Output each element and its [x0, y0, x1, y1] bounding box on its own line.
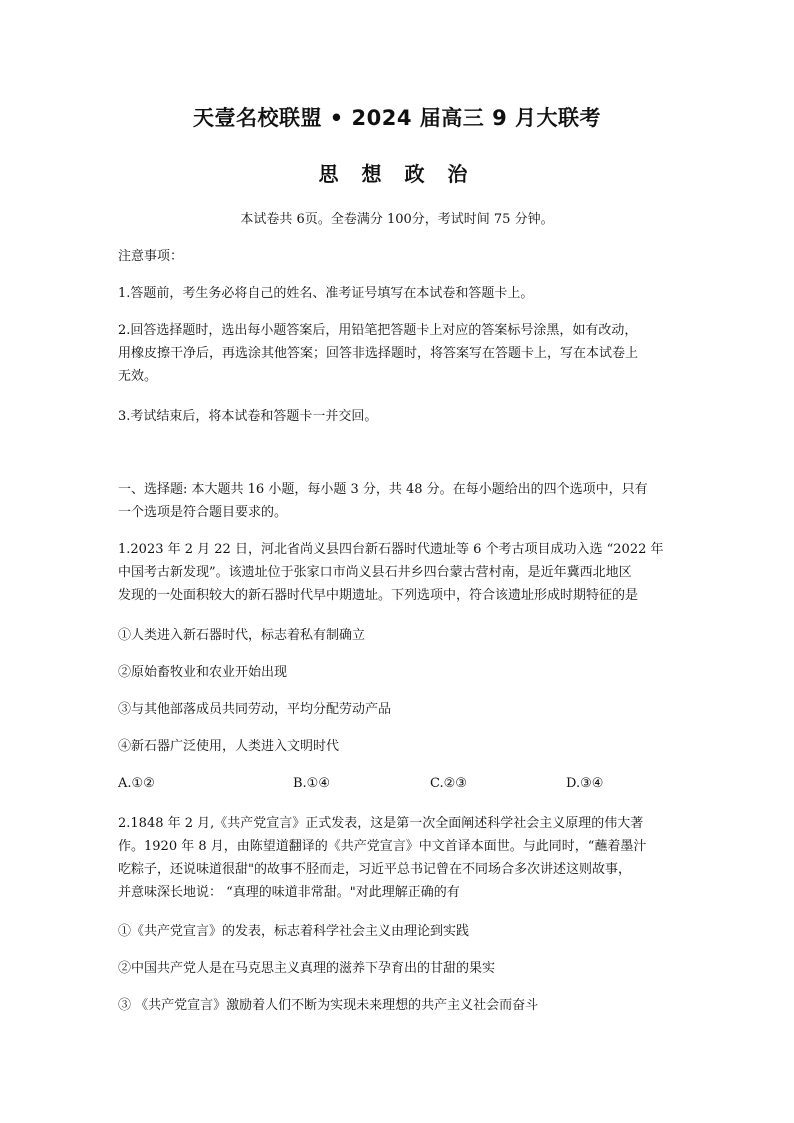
notice-item-2-line: 无效。: [118, 369, 158, 384]
question-stem-line: 1.2023 年 2 月 22 日，河北省尚义县四台新石器时代遗址等 6 个考古项目成功入选 “2022 年: [118, 542, 664, 557]
question-stem-line: 作。1920 年 8 月，由陈望道翻译的《共产党宣言》中文首译本面世。与此同时，“蘸着墨汁: [118, 839, 647, 854]
question-stem-line: 并意味深长地说： “真理的味道非常甜。"对此理解正确的有: [118, 885, 460, 900]
question-2-statement: ②中国共产党人是在马克思主义真理的滋养下孕育出的甘甜的果实: [118, 961, 496, 976]
question-stem-line: 发现的一处面积较大的新石器时代早中期遗址。下列选项中，符合该遗址形成时期特征的是: [118, 588, 639, 603]
notice-heading: 注意事项：: [118, 249, 184, 264]
question-2-statement: ①《共产党宣言》的发表，标志着科学社会主义由理论到实践: [118, 924, 470, 939]
choice-a: A.①②: [118, 776, 155, 791]
notice-item-2-line: 用橡皮擦干净后，再选涂其他答案；回答非选择题时，将答案写在答题卡上，写在本试卷上: [118, 346, 639, 361]
notice-item-2: [118, 319, 688, 388]
notice-item-3: 3.考试结束后，将本试卷和答题卡一并交回。: [118, 409, 378, 424]
question-1-statement: ④新石器广泛使用，人类进入文明时代: [118, 739, 340, 754]
choice-d: D.③④: [566, 776, 604, 791]
question-1-stem: [118, 538, 688, 607]
question-stem-line: 中国考古新发现”。该遗址位于张家口市尚义县石井乡四台蒙古营村南，是近年冀西北地区: [118, 565, 632, 580]
exam-title: 天壹名校联盟 • 2024 届高三 9 月大联考: [192, 106, 602, 130]
choice-c: C.②③: [430, 776, 467, 791]
section-intro-line: 一、选择题: 本大题共 16 小题，每小题 3 分，共 48 分。在每小题给出的四个选项中，只有: [118, 482, 648, 497]
subject-title: 思 想 政 治: [318, 162, 476, 186]
section-intro-line: 一个选项是符合题目要求的。: [118, 505, 288, 520]
choice-b: B.①④: [293, 776, 330, 791]
question-1-statement: ①人类进入新石器时代，标志着私有制确立: [118, 628, 366, 643]
question-2-stem: [118, 812, 688, 904]
question-2-statement: ③ 《共产党宣言》激励着人们不断为实现未来理想的共产主义社会而奋斗: [118, 998, 539, 1013]
question-1-statement: ③与其他部落成员共同劳动，平均分配劳动产品: [118, 702, 392, 717]
notice-item-2-line: 2.回答选择题时，选出每小题答案后，用铅笔把答题卡上对应的答案标号涂黑，如有改动，: [118, 323, 638, 338]
exam-info: 本试卷共 6页。全卷满分 100分，考试时间 75 分钟。: [240, 212, 554, 227]
question-stem-line: 2.1848 年 2 月,《共产党宣言》正式发表，这是第一次全面阐述科学社会主义原理的伟大著: [118, 816, 644, 831]
question-1-statement: ②原始畜牧业和农业开始出现: [118, 665, 288, 680]
notice-item-1: 1.答题前，考生务必将自己的姓名、准考证号填写在本试卷和答题卡上。: [118, 286, 534, 301]
question-1-choices: [118, 776, 688, 796]
section-1-intro: [118, 478, 688, 524]
question-stem-line: 吃粽子，还说味道很甜"的故事不胫而走，习近平总书记曾在不同场合多次讲述这则故事，: [118, 862, 631, 877]
